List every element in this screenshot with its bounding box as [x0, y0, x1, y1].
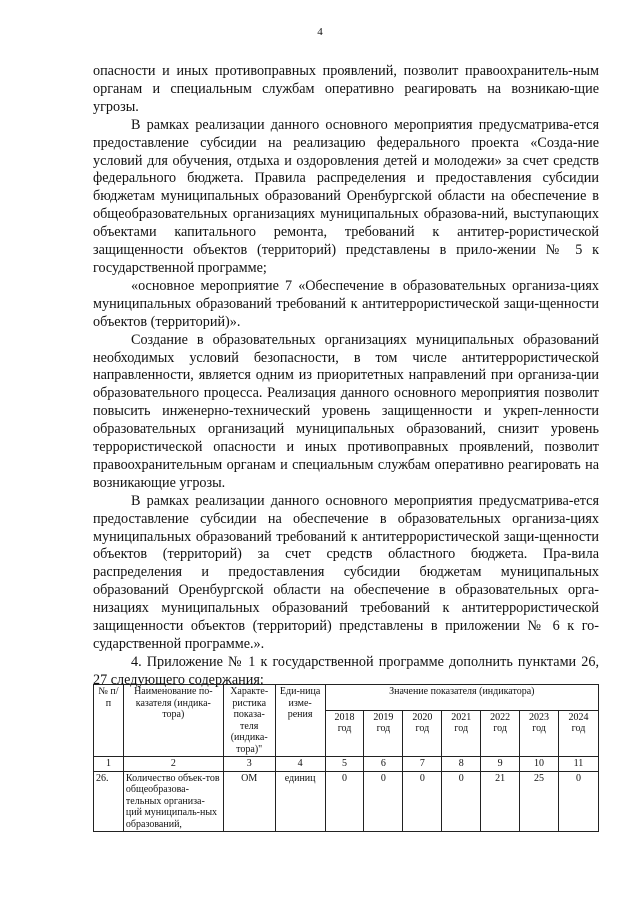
column-number: 5	[325, 757, 364, 772]
column-number: 7	[403, 757, 442, 772]
header-characteristic: Характе-ристика показа-теля (индика-тора)"	[223, 685, 275, 757]
header-value: Значение показателя (индикатора)	[325, 685, 598, 711]
row-value: 0	[442, 771, 481, 832]
column-number: 10	[520, 757, 559, 772]
column-number: 9	[481, 757, 520, 772]
year-header: 2018 год	[325, 710, 364, 756]
column-number: 8	[442, 757, 481, 772]
row-num: 26.	[94, 771, 124, 832]
indicator-table	[93, 684, 599, 832]
header-unit: Еди-ница изме-рения	[275, 685, 325, 757]
row-value: 21	[481, 771, 520, 832]
column-number: 1	[94, 757, 124, 772]
year-header: 2024 год	[559, 710, 599, 756]
row-value: 0	[403, 771, 442, 832]
paragraph: В рамках реализации данного основного мероприятия предусматрива-ется предоставление субсидии на обеспечение в образовательных организа-циях муниципальных образований требований к антитеррористической защи-щенности объектов (территорий) за счет средств областного бюджета. Пра-вила распределения и предоставления субсидии бюджетам муниципальных образований Оренбургской области на обеспечение в образовательных орга-низациях муниципальных образований требований к антитеррористической защищенности объектов (территорий) представлены в приложении № 6 к го-сударственной программе.».	[93, 492, 599, 652]
paragraph: опасности и иных противоправных проявлений, позволит правоохранитель-ным органам и специальным службам оперативно реагировать на возникаю-щие угрозы.	[93, 63, 599, 115]
table-column-numbers-row	[94, 757, 599, 772]
paragraph: В рамках реализации данного основного мероприятия предусматрива-ется предоставление субсидии на реализацию федерального проекта «Созда-ние условий для обучения, отдыха и оздоровления детей и молодежи» за счет средств федерального бюджета. Правила распределения и предоставления субсидии бюджетам муниципальных образований Оренбургской области на обеспечение в общеобразовательных организациях муниципальных образова-ний, выступающих объектами капитального ремонта, требований к антитер-рористической защищенности объектов (территорий) представлены в прило-жении № 5 к государственной программе;	[93, 116, 599, 276]
year-header: 2023 год	[520, 710, 559, 756]
year-header: 2022 год	[481, 710, 520, 756]
column-number: 2	[123, 757, 223, 772]
document-body	[93, 63, 599, 690]
row-name: Количество объек-тов общеобразова-тельных организа-ций муниципаль-ных образований,	[123, 771, 223, 832]
page-number: 4	[317, 26, 323, 38]
table-header-row	[94, 685, 599, 711]
row-value: 0	[559, 771, 599, 832]
row-value: 0	[364, 771, 403, 832]
column-number: 3	[223, 757, 275, 772]
row-value: 0	[325, 771, 364, 832]
column-number: 4	[275, 757, 325, 772]
row-value: 25	[520, 771, 559, 832]
column-number: 6	[364, 757, 403, 772]
header-num: № п/п	[94, 685, 124, 757]
year-header: 2019 год	[364, 710, 403, 756]
paragraph: Создание в образовательных организациях муниципальных образований необходимых условий безопасности, в том числе антитеррористической направленности, является одним из приоритетных направлений при организа-ции образовательного процесса. Реализация данного основного мероприятия позволит повысить инженерно-технический уровень защищенности и укреп-ленности образовательных организаций муниципальных образований, снизит уровень террористической опасности и иных противоправных проявлений, позволит правоохранительным органам и специальным службам оперативно реагировать на возникающие угрозы.	[93, 331, 599, 491]
year-header: 2021 год	[442, 710, 481, 756]
paragraph: 4. Приложение № 1 к государственной программе дополнить пунктами 26, 27 следующего содержания:	[93, 653, 599, 688]
row-characteristic: ОМ	[223, 771, 275, 832]
year-header: 2020 год	[403, 710, 442, 756]
table-row	[94, 771, 599, 832]
column-number: 11	[559, 757, 599, 772]
header-name: Наименование по-казателя (индика-тора)	[123, 685, 223, 757]
row-unit: единиц	[275, 771, 325, 832]
paragraph: «основное мероприятие 7 «Обеспечение в образовательных организа-циях муниципальных образований требований к антитеррористической защи-щенности объектов (территорий)».	[93, 277, 599, 330]
